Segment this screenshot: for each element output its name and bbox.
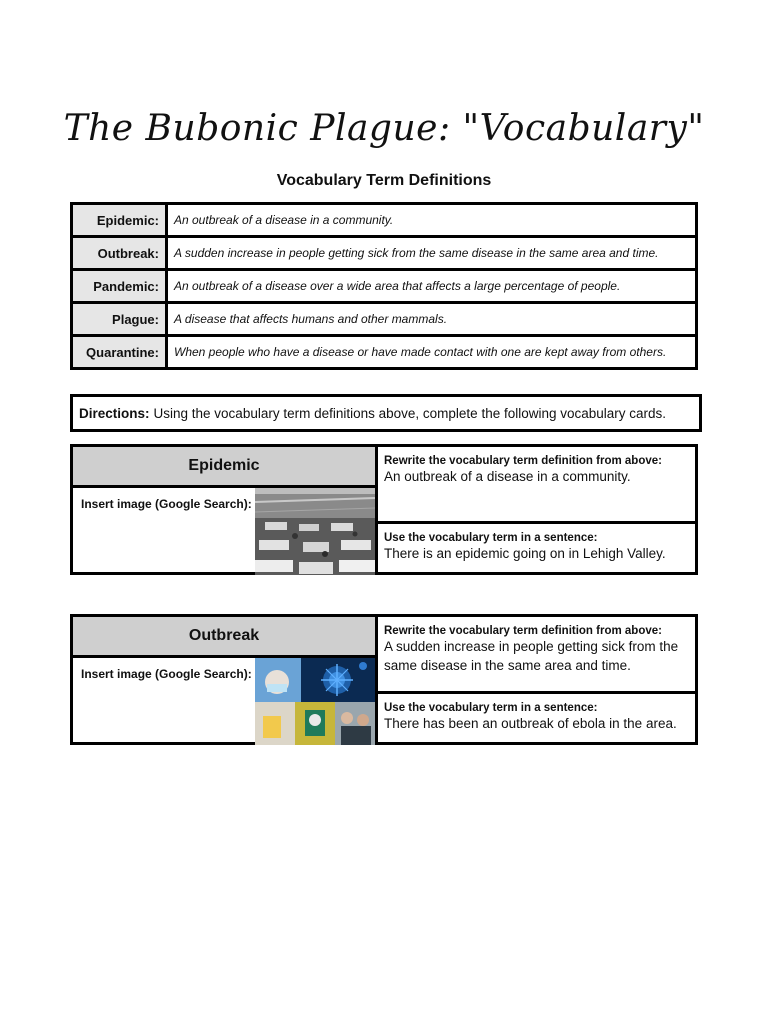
term-cell: Pandemic: [72,270,167,303]
card-term-heading: Epidemic [73,447,375,488]
rewrite-label: Rewrite the vocabulary term definition from above: [384,625,662,637]
definitions-heading: Vocabulary Term Definitions [276,172,492,189]
card-left-panel [73,447,378,572]
directions-label: Directions: [79,405,150,421]
table-row [72,270,697,303]
rewrite-answer[interactable]: An outbreak of a disease in a community. [384,469,631,484]
directions-box [70,394,702,432]
definition-cell: A disease that affects humans and other mammals. [167,303,697,336]
card-term-heading: Outbreak [73,617,375,658]
rewrite-label: Rewrite the vocabulary term definition from above: [384,455,662,467]
definition-cell: An outbreak of a disease in a community. [167,204,697,237]
rewrite-definition-cell [378,447,695,524]
directions-text: Using the vocabulary term definitions above, complete the following vocabulary cards. [153,405,667,421]
term-cell: Plague: [72,303,167,336]
rewrite-definition-cell [378,617,695,694]
sentence-answer[interactable]: There has been an outbreak of ebola in the area. [384,716,677,731]
rewrite-answer[interactable]: A sudden increase in people getting sick from the same disease in the same area and time. [384,639,679,673]
table-row [72,204,697,237]
hospital-ward-image [255,488,375,575]
vocab-card-epidemic [70,444,698,575]
sentence-cell [378,524,695,572]
definition-cell: A sudden increase in people getting sick from the same disease in the same area and time. [167,237,697,270]
definition-cell: When people who have a disease or have made contact with one are kept away from others. [167,336,697,369]
table-row [72,237,697,270]
definitions-table [70,202,698,370]
outbreak-collage-photo[interactable] [255,658,375,745]
sentence-label: Use the vocabulary term in a sentence: [384,532,598,544]
page-title: The Bubonic Plague: "Vocabulary" [63,108,705,149]
table-row [72,303,697,336]
card-right-panel [378,447,695,572]
term-cell: Quarantine: [72,336,167,369]
outbreak-collage-image [255,658,375,745]
table-row [72,336,697,369]
card-left-panel [73,617,378,742]
insert-image-label: Insert image (Google Search): [81,667,252,681]
card-right-panel [378,617,695,742]
sentence-answer[interactable]: There is an epidemic going on in Lehigh Valley. [384,546,666,561]
term-cell: Outbreak: [72,237,167,270]
term-cell: Epidemic: [72,204,167,237]
definition-cell: An outbreak of a disease over a wide area that affects a large percentage of people. [167,270,697,303]
sentence-label: Use the vocabulary term in a sentence: [384,702,598,714]
insert-image-label: Insert image (Google Search): [81,497,252,511]
sentence-cell [378,694,695,742]
vocab-card-outbreak [70,614,698,745]
epidemic-hospital-photo[interactable] [255,488,375,575]
